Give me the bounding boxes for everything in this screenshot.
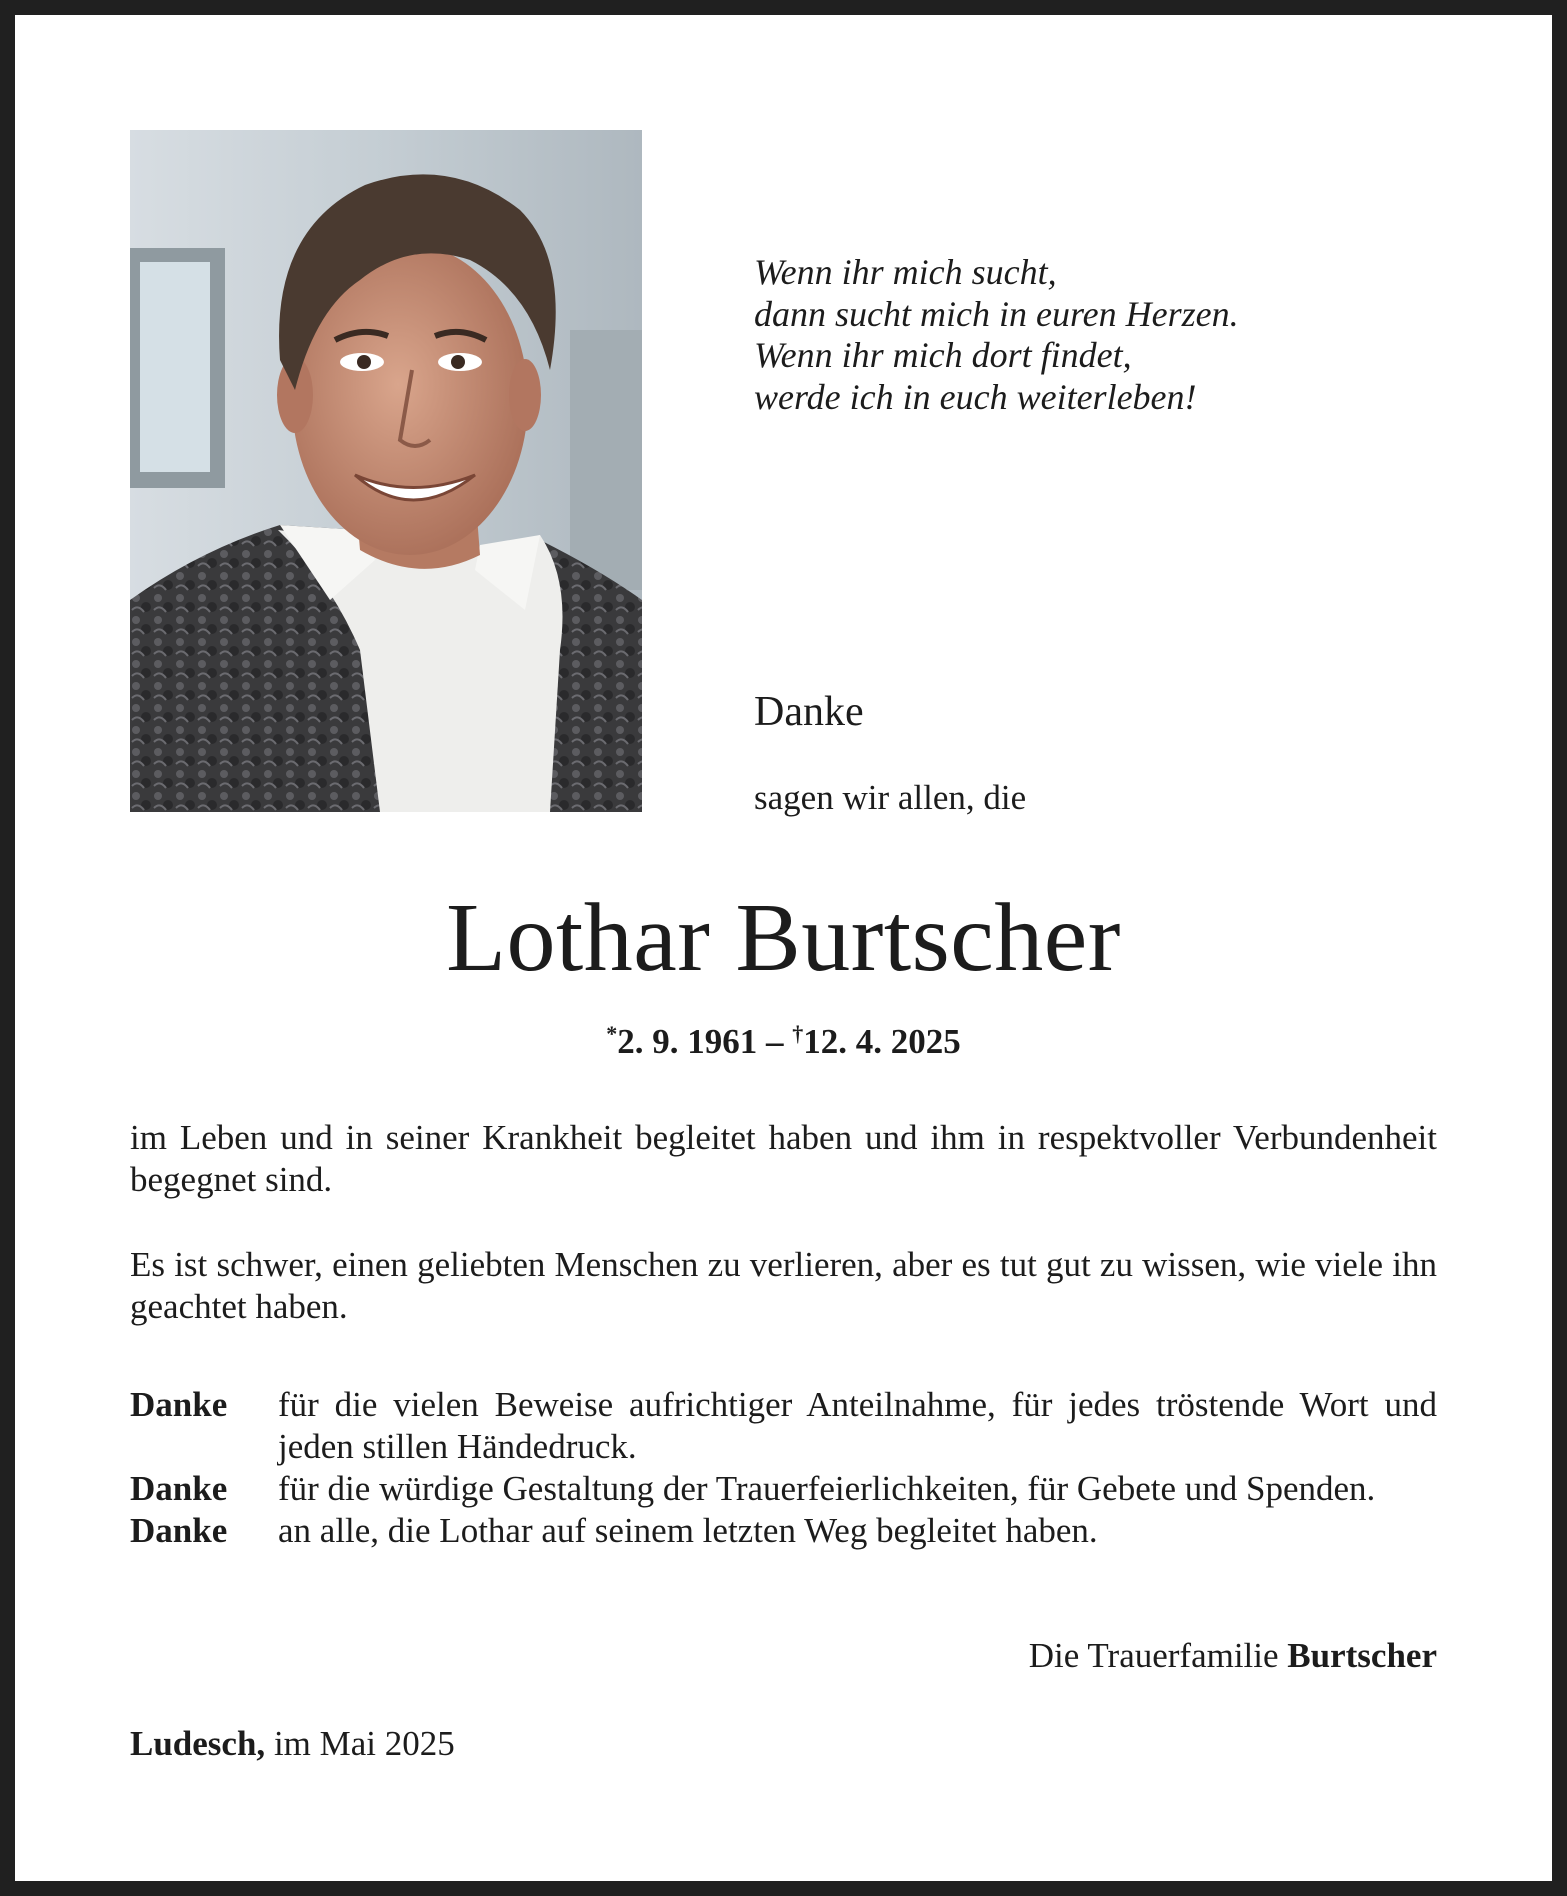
paragraph: Es ist schwer, einen geliebten Menschen zu verlieren, aber es tut gut zu wissen, wie viele ihn geachtet haben.: [130, 1245, 1437, 1326]
paragraph: im Leben und in seiner Krankheit begleitet haben und ihm in respektvoller Verbundenheit begegnet sind.: [130, 1118, 1437, 1199]
poem-line: Wenn ihr mich dort findet,: [754, 335, 1132, 375]
signature: [0, 1634, 1437, 1678]
thanks-keyword: Danke: [130, 1469, 228, 1508]
deceased-name: Lothar Burtscher: [446, 884, 1121, 992]
poem-line: Wenn ihr mich sucht,: [754, 252, 1057, 292]
poem-line: werde ich in euch weiterleben!: [754, 376, 1197, 417]
thanks-item: [130, 1468, 1437, 1510]
thanks-heading: Danke: [754, 689, 864, 735]
portrait-photo: [130, 130, 642, 812]
date-text: im Mai 2025: [265, 1724, 455, 1763]
thanks-text: an alle, die Lothar auf seinem letzten Weg begleitet haben.: [278, 1511, 1098, 1550]
thanks-text: für die würdige Gestaltung der Trauerfeierlichkeiten, für Gebete und Spenden.: [278, 1469, 1376, 1508]
birth-date: 2. 9. 1961: [617, 1022, 758, 1062]
death-date: 12. 4. 2025: [803, 1022, 961, 1062]
family-name: Burtscher: [1287, 1636, 1437, 1675]
thanks-intro: sagen wir allen, die: [754, 778, 1027, 817]
thanks-item: [130, 1510, 1437, 1552]
death-mark: †: [792, 1021, 804, 1046]
life-dates: [0, 1012, 1567, 1064]
poem: [754, 252, 1239, 418]
thanks-list: [130, 1384, 1437, 1552]
place: Ludesch,: [130, 1724, 266, 1763]
thanks-keyword: Danke: [130, 1511, 228, 1550]
birth-mark: *: [606, 1021, 618, 1046]
date-separator: –: [757, 1022, 793, 1062]
thanks-item: [130, 1384, 1437, 1468]
place-date: [130, 1722, 455, 1766]
thanks-keyword: Danke: [130, 1385, 228, 1424]
thanks-text: für die vielen Beweise aufrichtiger Anteilnahme, für jedes tröstende Wort und jeden stillen Händedruck.: [278, 1385, 1437, 1466]
poem-line: dann sucht mich in euren Herzen.: [754, 293, 1239, 334]
signature-prefix: Die Trauerfamilie: [1028, 1636, 1288, 1675]
